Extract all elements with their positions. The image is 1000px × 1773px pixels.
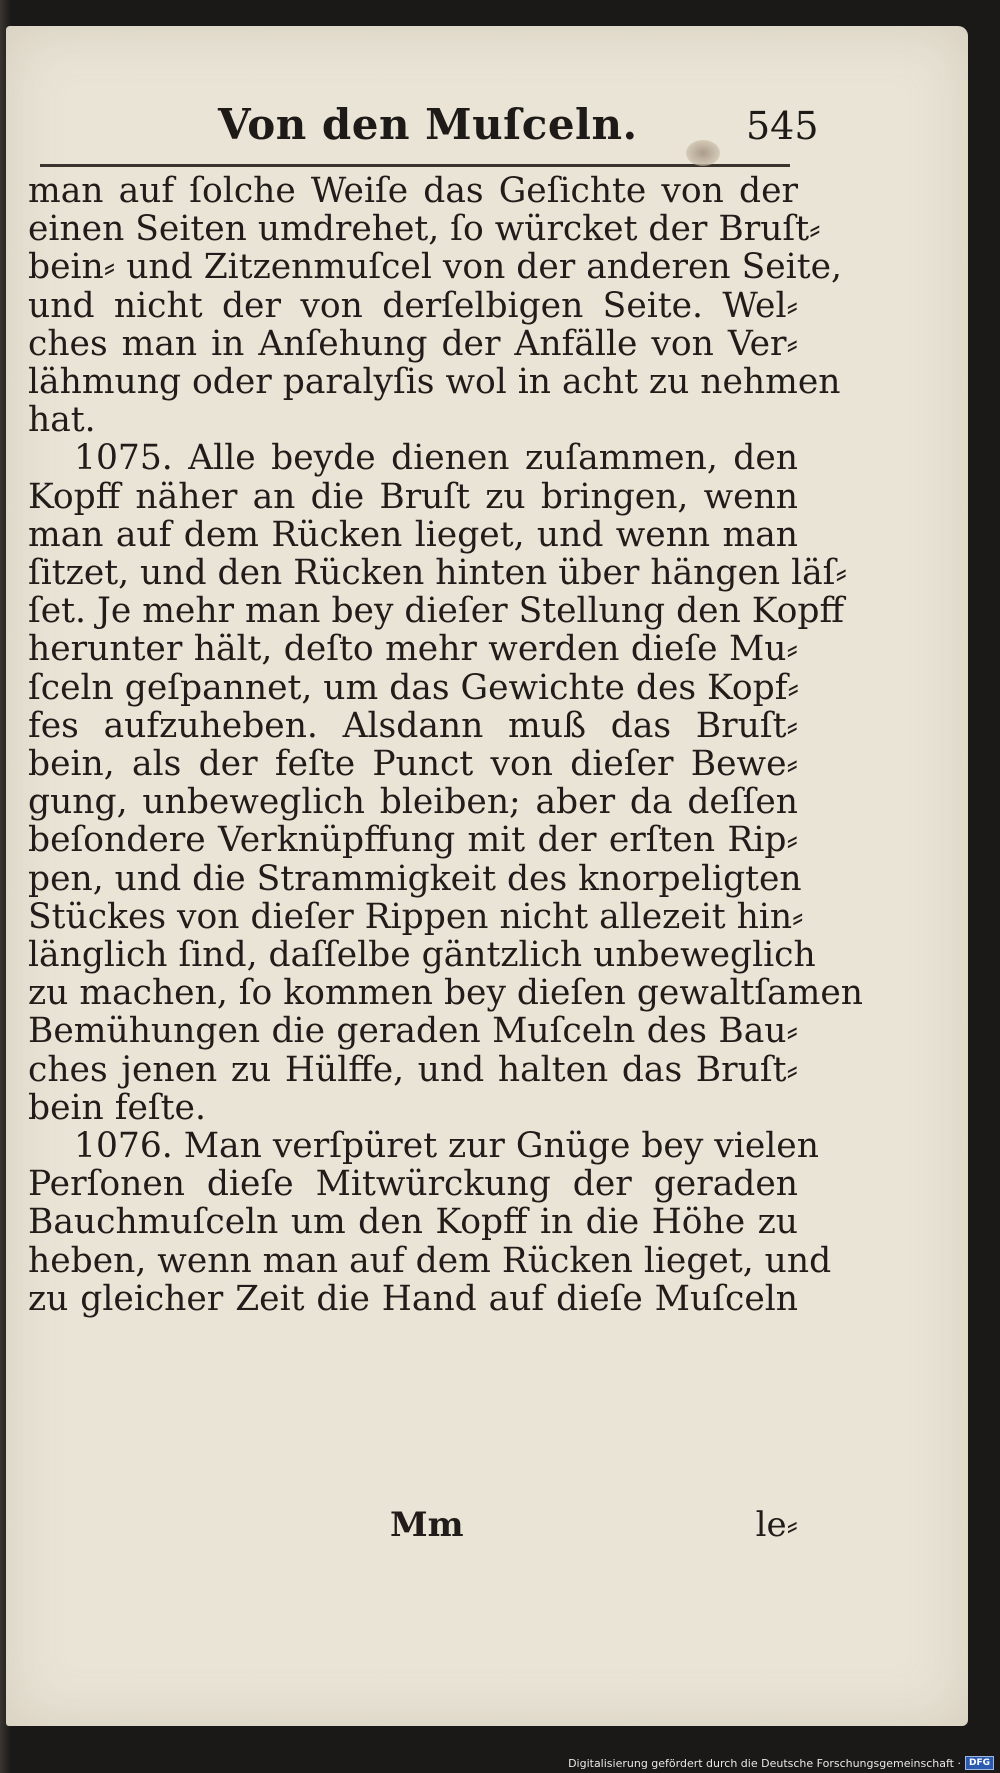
text-line: hat.	[28, 400, 96, 441]
paragraph-start: 1075. Alle beyde dienen zuſammen, den	[74, 438, 798, 479]
page-footer	[28, 1505, 798, 1549]
text-line: bein, als der feſte Punct von dieſer Bewe⸗	[28, 744, 798, 785]
text-line: fes aufzuheben. Alsdann muß das Bruſt⸗	[28, 705, 798, 746]
text-line: Kopff näher an die Bruſt zu bringen, wenn	[28, 476, 798, 517]
digitization-credit	[568, 1756, 994, 1770]
page-number: 545	[746, 104, 819, 148]
text-line: bein⸗ und Zitzenmuſcel von der anderen Seite,	[28, 247, 842, 288]
text-line: beſondere Verknüpffung mit der erſten Rip⸗	[28, 820, 798, 861]
text-line: lähmung oder paralyſis wol in acht zu nehmen	[28, 362, 841, 403]
text-line: ches jenen zu Hülffe, und halten das Bruſt⸗	[28, 1049, 798, 1090]
text-line: und nicht der von derſelbigen Seite. Wel⸗	[28, 285, 798, 326]
text-line: einen Seiten umdrehet, ſo würcket der Bruſt⸗	[28, 209, 821, 250]
text-line: ches man in Anſehung der Anfälle von Ver⸗	[28, 323, 798, 364]
paragraph-start: 1076. Man verſpüret zur Gnüge bey vielen	[74, 1126, 819, 1167]
text-line: pen, und die Strammigkeit des knorpeligten	[28, 858, 802, 899]
text-line: herunter hält, deſto mehr werden dieſe Mu⸗	[28, 629, 798, 670]
text-line: gung, unbeweglich bleiben; aber da deſſen	[28, 782, 798, 823]
text-line: heben, wenn man auf dem Rücken lieget, und	[28, 1240, 832, 1281]
text-line: Stückes von dieſer Rippen nicht allezeit hin⸗	[28, 896, 804, 937]
text-line: Bemühungen die geraden Muſceln des Bau⸗	[28, 1011, 798, 1052]
text-line: Perſonen dieſe Mitwürckung der geraden	[28, 1164, 798, 1205]
text-line: länglich ſind, daſſelbe gäntzlich unbeweglich	[28, 935, 816, 976]
catchword: le⸗	[755, 1505, 798, 1545]
signature-mark: Mm	[390, 1505, 464, 1545]
text-line: bein feſte.	[28, 1087, 206, 1128]
text-line: ſceln geſpannet, um das Gewichte des Kopf⸗	[28, 667, 799, 708]
text-line: ſet. Je mehr man bey dieſer Stellung den Kopff	[28, 591, 844, 632]
text-line: zu machen, ſo kommen bey dieſen gewaltſamen	[28, 973, 864, 1014]
text-line: man auf dem Rücken lieget, und wenn man	[28, 514, 798, 555]
running-title: Von den Muſceln.	[218, 100, 638, 149]
credit-text: Digitalisierung gefördert durch die Deutsche Forschungsgemeinschaft ·	[568, 1756, 961, 1770]
header-rule	[40, 164, 790, 167]
text-line: zu gleicher Zeit die Hand auf dieſe Muſceln	[28, 1278, 798, 1319]
dfg-logo: DFG	[965, 1756, 994, 1770]
text-line: man auf ſolche Weiſe das Geſichte von der	[28, 171, 798, 211]
body-text	[28, 171, 864, 1319]
text-line: Bauchmuſceln um den Kopff in die Höhe zu	[28, 1202, 798, 1243]
text-line: ſitzet, und den Rücken hinten über hängen läſ⸗	[28, 553, 847, 594]
ink-smudge	[686, 140, 720, 166]
